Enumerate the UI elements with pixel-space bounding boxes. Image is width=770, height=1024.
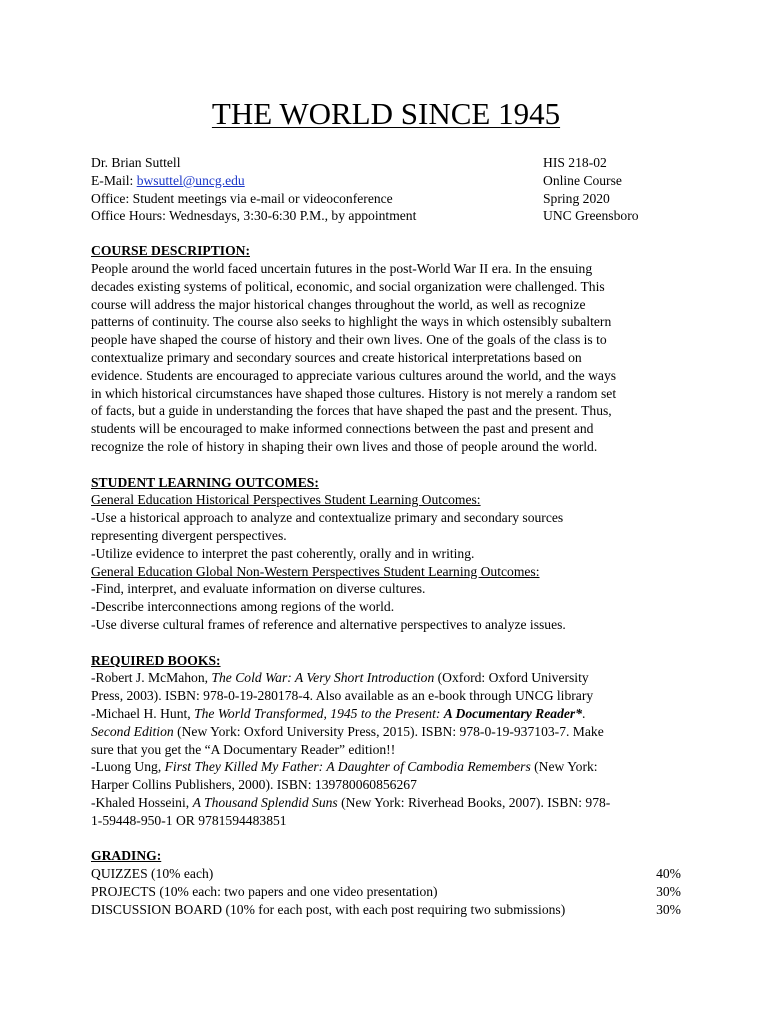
email-label: E-Mail: [91,172,137,188]
required-books-section [91,652,681,830]
book-title: The World Transformed, 1945 to the Present: [194,705,444,721]
email-link[interactable]: bwsuttel@uncg.edu [136,172,245,188]
grade-label: QUIZZES (10% each) [91,866,214,882]
section-heading-outcomes: STUDENT LEARNING OUTCOMES: [91,474,319,490]
office-line: Office: Student meetings via e-mail or videoconference [91,190,393,206]
grade-row [91,883,681,901]
description-line: of facts, but a guide in understanding the forces that have shaped the past and the present. Thus, [91,403,612,419]
book-publisher: (New York: Riverhead Books, 2007). ISBN: 978- [337,794,611,810]
grade-row [91,901,681,919]
global-outcomes-heading: General Education Global Non-Western Perspectives Student Learning Outcomes: [91,563,540,579]
course-description-section [91,242,681,456]
book-publisher: (New York: [530,759,598,775]
book-entry-ung [91,758,681,776]
historical-outcomes-heading: General Education Historical Perspectives Student Learning Outcomes: [91,492,481,508]
grade-label: DISCUSSION BOARD (10% for each post, with each post requiring two submissions) [91,901,566,917]
book-entry-hosseini [91,794,681,812]
book-publisher: (Oxford: Oxford University [434,670,589,686]
grade-percent: 40% [656,866,681,882]
book-title: First They Killed My Father: A Daughter of Cambodia Remembers [164,759,531,775]
description-line: course will address the major historical changes throughout the world, as well as recognize [91,296,586,312]
outcome-item: -Describe interconnections among regions of the world. [91,599,395,615]
book-entry-hunt [91,705,681,723]
book-author: -Luong Ung, [91,759,165,775]
book-author: -Khaled Hosseini, [91,794,193,810]
email-line [91,172,416,190]
description-line: recognize the role of history in shaping their own lives and those of people around the world. [91,438,598,454]
section-heading-description: COURSE DESCRIPTION: [91,243,250,259]
grade-row [91,865,681,883]
description-line: students will be encouraged to make informed connections between the past and present and [91,421,594,437]
outcome-item: -Utilize evidence to interpret the past coherently, orally and in writing. [91,545,475,561]
course-term: Spring 2020 [543,190,610,206]
book-title-bold: A Documentary Reader* [443,705,582,721]
description-line: people have shaped the course of history and their own lives. One of the goals of the class is to [91,332,607,348]
outcome-item: representing divergent perspectives. [91,527,287,543]
description-line: patterns of continuity. The course also seeks to highlight the ways in which ostensibly subaltern [91,314,612,330]
description-line: contextualize primary and secondary sources and create historical interpretations based on [91,349,582,365]
institution: UNC Greensboro [543,208,639,224]
grade-percent: 30% [656,901,681,917]
book-author: -Robert J. McMahon, [91,670,212,686]
book-edition: Second Edition [91,723,174,739]
description-line: evidence. Students are encouraged to appreciate various cultures around the world, and the ways [91,367,617,383]
instructor-name: Dr. Brian Suttell [91,155,181,170]
course-format: Online Course [543,172,622,188]
page-title: THE WORLD SINCE 1945 [211,96,561,131]
office-hours-line: Office Hours: Wednesdays, 3:30-6:30 P.M., by appointment [91,208,417,224]
syllabus-page [91,96,681,936]
outcome-item: -Use a historical approach to analyze and contextualize primary and secondary sources [91,510,564,526]
book-details: Press, 2003). ISBN: 978-0-19-280178-4. Also available as an e-book through UNCG library [91,688,594,704]
learning-outcomes-section [91,474,681,634]
grade-percent: 30% [656,883,681,899]
book-note: sure that you get the “A Documentary Reader” edition!! [91,741,396,757]
outcome-item: -Find, interpret, and evaluate information on diverse cultures. [91,581,426,597]
book-details: Harper Collins Publishers, 2000). ISBN: 139780060856267 [91,777,417,793]
description-line: decades existing systems of political, economic, and social organization were challenged. This [91,278,605,294]
description-line: People around the world faced uncertain futures in the post-World War II era. In the ensuing [91,260,593,276]
description-line: in which historical circumstances have shaped those cultures. History is not merely a random set [91,385,617,401]
book-author: -Michael H. Hunt, [91,705,195,721]
book-title: A Thousand Splendid Suns [192,794,338,810]
course-header [91,154,681,225]
instructor-info [91,154,416,225]
book-title-period: . [582,705,586,721]
book-title: The Cold War: A Very Short Introduction [211,670,435,686]
outcome-item: -Use diverse cultural frames of reference and alternative perspectives to analyze issues. [91,616,566,632]
book-entry-mcmahon [91,669,681,687]
book-publisher: (New York: Oxford University Press, 2015). ISBN: 978-0-19-937103-7. Make [173,723,604,739]
book-details [91,723,681,741]
section-heading-grading: GRADING: [91,848,162,864]
course-code: HIS 218-02 [543,155,607,170]
section-heading-books: REQUIRED BOOKS: [91,652,221,668]
grading-section [91,847,681,918]
course-description-text [91,260,681,456]
grade-label: PROJECTS (10% each: two papers and one video presentation) [91,883,438,899]
book-details: 1-59448-950-1 OR 9781594483851 [91,812,287,828]
course-info [543,154,681,225]
